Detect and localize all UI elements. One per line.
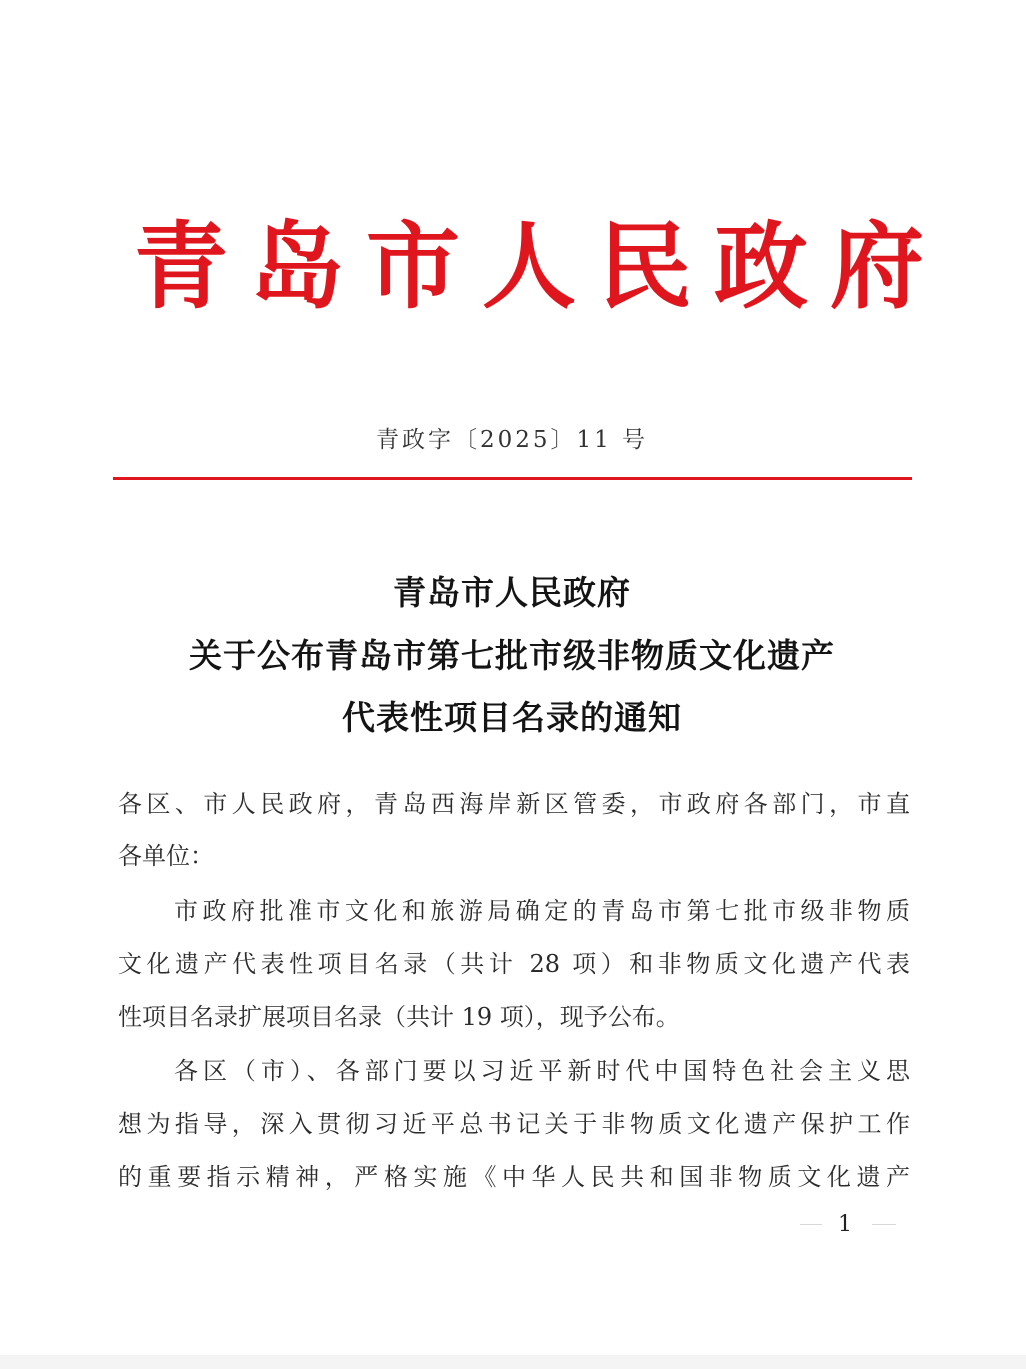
page-number-dash-right bbox=[872, 1224, 896, 1225]
paragraph-2-line-3: 的重要指示精神，严格实施《中华人民共和国非物质文化遗产 bbox=[118, 1163, 910, 1191]
page-bottom-band bbox=[0, 1355, 1026, 1369]
notice-title-line-3: 代表性项目名录的通知 bbox=[342, 698, 682, 737]
red-divider-line bbox=[113, 477, 912, 480]
page-number-dash-left bbox=[800, 1224, 822, 1225]
document-number: 青政字〔2025〕11 号 bbox=[375, 427, 649, 453]
paragraph-1-line-3: 性项目名录扩展项目名录（共计 19 项），现予公布。 bbox=[118, 1003, 680, 1031]
notice-title-line-2: 关于公布青岛市第七批市级非物质文化遗产 bbox=[189, 636, 835, 675]
paragraph-2-line-1: 各区（市）、各部门要以习近平新时代中国特色社会主义思 bbox=[174, 1057, 910, 1085]
paragraph-1-line-1: 市政府批准市文化和旅游局确定的青岛市第七批市级非物质 bbox=[174, 897, 910, 925]
addressee-line-1: 各区、市人民政府，青岛西海岸新区管委，市政府各部门，市直 bbox=[118, 790, 910, 818]
paragraph-2-line-2: 想为指导，深入贯彻习近平总书记关于非物质文化遗产保护工作 bbox=[118, 1110, 910, 1138]
page-number: 1 bbox=[838, 1212, 852, 1237]
paragraph-1-line-2: 文化遗产代表性项目名录（共计 28 项）和非物质文化遗产代表 bbox=[118, 950, 910, 978]
notice-title-line-1: 青岛市人民政府 bbox=[393, 573, 631, 612]
addressee-line-2: 各单位： bbox=[118, 842, 214, 870]
masthead-title: 青岛市人民政府 bbox=[134, 212, 947, 322]
